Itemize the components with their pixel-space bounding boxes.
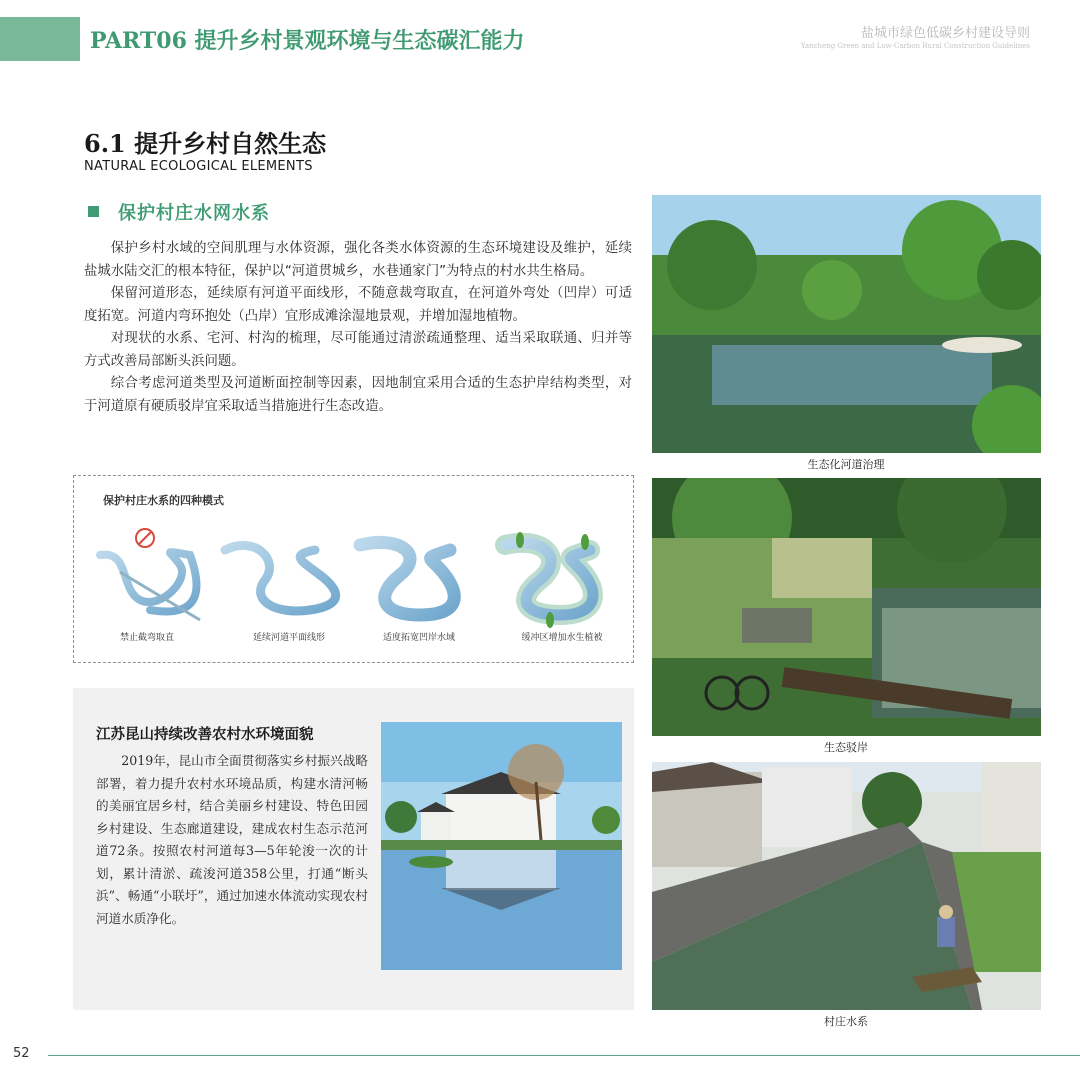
section-subtitle: NATURAL ECOLOGICAL ELEMENTS — [84, 159, 313, 174]
paragraph: 保护乡村水域的空间肌理与水体资源，强化各类水体资源的生态环境建设及维护，延续盐城水陆交汇的根本特征，保护以“河道贯城乡，水巷通家门”为特点的村水共生格局。 — [84, 241, 632, 279]
mode-label: 适度拓宽凹岸水域 — [382, 633, 455, 643]
photo-caption: 生态驳岸 — [824, 741, 868, 754]
mode-label: 缓冲区增加水生植被 — [521, 633, 603, 643]
paragraph: 保留河道形态，延续原有河道平面线形，不随意裁弯取直，在河道外弯处（凹岸）可适度拓宽。河道内弯环抱处（凸岸）宜形成滩涂湿地景观，并增加湿地植物。 — [84, 286, 632, 324]
subsection-square-icon — [88, 206, 99, 217]
village-water-photo — [652, 762, 1041, 1010]
mode-label: 禁止截弯取直 — [119, 633, 174, 643]
guide-title-en: Yancheng Green and Low-Carbon Rural Construction Guidelines — [800, 42, 1030, 50]
mode-continue-river-line-icon — [225, 545, 336, 611]
photo-caption: 村庄水系 — [824, 1015, 868, 1028]
diagram-title: 保护村庄水系的四种模式 — [103, 494, 224, 507]
ecological-river-photo — [652, 195, 1041, 453]
guide-title-cn: 盐城市绿色低碳乡村建设导则 — [860, 26, 1030, 41]
footer-divider — [48, 1055, 1080, 1056]
river-modes-illustration — [80, 520, 628, 630]
part-title: PART06 提升乡村景观环境与生态碳汇能力 — [90, 28, 525, 54]
mode-widen-concave-bank-icon — [360, 542, 454, 615]
photo-caption: 生态化河道治理 — [807, 458, 885, 471]
mode-no-straightening-icon — [100, 529, 200, 620]
mode-buffer-vegetation-icon — [505, 532, 593, 628]
mode-label: 延续河道平面线形 — [252, 633, 325, 643]
paragraph: 对现状的水系、宅河、村沟的梳理，尽可能通过清淤疏通整理、适当采取联通、归并等方式改善局部断头浜问题。 — [84, 331, 632, 369]
kunshan-village-photo — [381, 722, 622, 970]
case-study-text: 2019年，昆山市全面贯彻落实乡村振兴战略部署，着力提升农村水环境品质，构建水清河畅的美丽宜居乡村，结合美丽乡村建设、特色田园乡村建设、生态廊道建设，建成农村生态示范河道72条。按照农村河道每3—5年轮浚一次的计划，累计清淤、疏浚河道358公里，打通“断头浜”、畅通“小联圩”，通过加速水体流动实现农村河道水质净化。 — [96, 753, 368, 926]
case-study-title: 江苏昆山持续改善农村水环境面貌 — [96, 726, 314, 743]
paragraph: 综合考虑河道类型及河道断面控制等因素，因地制宜采用合适的生态护岸结构类型，对于河道原有硬质驳岸宜采取适当措施进行生态改造。 — [84, 376, 632, 414]
body-text — [84, 238, 632, 418]
section-title: 6.1 提升乡村自然生态 — [84, 129, 327, 158]
header-accent-bar — [0, 17, 80, 61]
page-number: 52 — [13, 1046, 30, 1061]
ecological-bank-photo — [652, 478, 1041, 736]
subsection-title: 保护村庄水网水系 — [118, 203, 270, 224]
